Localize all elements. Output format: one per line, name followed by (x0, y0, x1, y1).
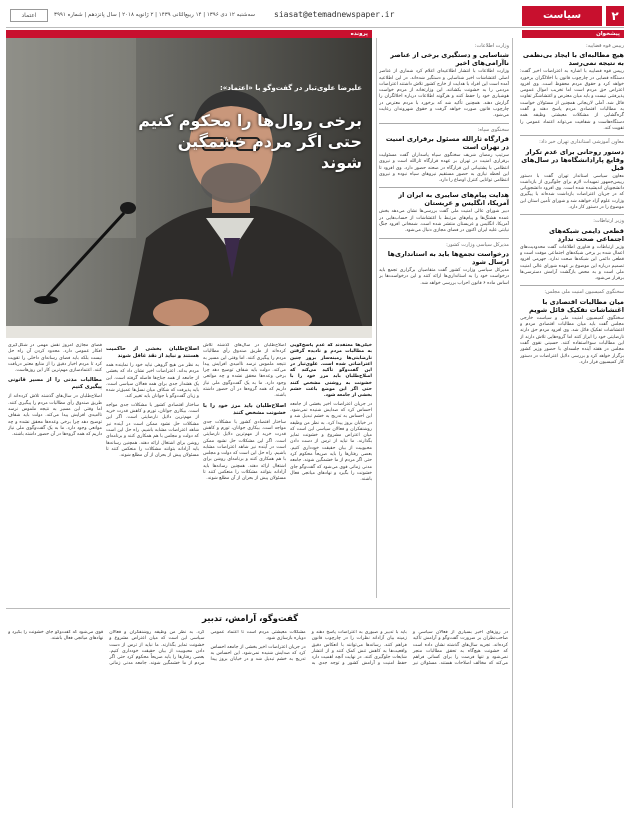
article-title: دستور رو‌حانی برای عدم تکرار وقایع پارادانشگاه‌ها در سال‌های قبل (521, 147, 624, 172)
feature-kicker: علیرضا علوی‌تبار در گفت‌وگو با «اعتماد»: (219, 84, 362, 92)
article-kicker: مدیرکل سیاسی وزارت کشور: (446, 241, 509, 248)
newspaper-logo: اعتماد (10, 9, 48, 22)
divider (379, 238, 509, 239)
right-column (520, 40, 624, 810)
article-kicker: وزارت اطلاعات: (474, 43, 509, 49)
article-title: هدایت پیام‌های سایبری به ایران از آمریکا، انگلیس و عربستان (398, 191, 509, 208)
article-body: سخنگوی کمیسیون امنیت ملی و سیاست خارجی مجلس گفت باید میان مطالبات اقتصادی مردم و اغتشاشات تفکیک قائل شد. وی افزود مردم حق دارند نارضایتی خود را ابراز کنند اما گروه‌هایی تلاش دارند از این مطالبات سوءاستفاده کنند. حسینی نقوی گفت مجلس در هفته آینده جلسه‌ای با حضور وزیر کشور برگزار خواهد کرد و بررسی دلایل اعتراضات در دستور کار کمیسیون قرار دارد. (520, 315, 624, 365)
interview-column-4 (8, 343, 102, 605)
interview-column-2 (203, 343, 286, 605)
site-email: siasat@etemadnewspaper.ir (274, 10, 395, 19)
pull-quote: مطالبات مدنی را از مسیر قانونی پیگیری کنیم (8, 377, 102, 391)
article-body: معاون سیاسی استاندار تهران گفت با دستور رییس‌جمهور تمهیدات لازم برای جلوگیری از بازداشت دانشجویان اندیشیده شده است. وی افزود دانشجویانی که در جریان اعتراضات بازداشت شده‌اند با پیگیری وزارت علوم آزاد خواهند شد و شورای تأمین استان این موضوع را در دستور کار دارد. (520, 173, 624, 211)
pull-quote: اصلاح‌طلبان باید مرز خود را با خشونت مشخص کنند (203, 402, 286, 416)
article-kicker: سخنگوی سپاه: (477, 126, 509, 133)
article-body: وزارت اطلاعات با انتشار اطلاعیه‌ای اعلام کرد شماری از عناصر اصلی اغتشاشات اخیر شناسایی و دستگیر شده‌اند. در این اطلاعیه آمده است این افراد با هدایت از خارج کشور تلاش داشتند اعتراضات مردمی را به خشونت بکشانند. این وزارتخانه از مردم خواست هوشیاری خود را حفظ کنند و هرگونه اطلاعات درباره اخلالگران را گزارش دهند. همچنین تأکید شد که برخورد با مردم معترض در چارچوب قانون صورت خواهد گرفت و حقوق شهروندان رعایت می‌شود. (379, 69, 509, 119)
interview-column-3 (106, 343, 199, 605)
interview-lead: خیلی‌ها معتقدند که عدم پاسخ‌گویی به مطالبات مردم و نادیده گرفتن نارضایتی‌ها زمینه‌ساز بروز چنین اعتراضاتی شده است. علوی‌تبار در این گفت‌وگو تأکید می‌کند که اصلاح‌طلبان باید مرز خود را با خشونت به روشنی مشخص کنند حتی اگر این موضع باعث خشم بخشی از جامعه شود. (290, 343, 372, 399)
article-kicker: معاون آموزشی استانداری تهران خبر داد: (539, 139, 624, 146)
page-header (6, 6, 624, 28)
interview-paragraph: ساختار اقتصادی کشور با مشکلات جدی مواجه است. بیکاری جوانان، تورم و کاهش قدرت خرید از مهم‌ترین دلایل نارضایتی است. اگر این مشکلات حل نشود ممکن است در آینده نیز شاهد اعتراضات مشابه باشیم. راه حل این است که دولت و مجلس با هم همکاری کنند و برنامه‌ای روشن برای اشتغال ارائه دهند. همچنین رسانه‌ها باید آزادانه بتوانند مشکلات را منعکس کنند تا مسئولان پیش از بحران از آن مطلع شوند. (203, 419, 286, 482)
article-body: سرتیپ رمضان شریف سخنگوی سپاه پاسداران گفت مسئولیت برقراری امنیت در تهران بر عهده قرارگاه ثارالله است و نیروی انتظامی با پشتیبانی این قرارگاه در صحنه حضور دارد. وی افزود تا این لحظه نیازی به حضور مستقیم نیروهای سپاه نبوده و نیروی انتظامی توانایی کنترل اوضاع را دارد. (379, 152, 509, 184)
strip-left: پرونده (6, 30, 372, 38)
column-rule (376, 38, 377, 598)
column-rule (512, 38, 513, 808)
divider (520, 214, 624, 215)
bottom-article-body (8, 630, 508, 810)
article-body: در روزهای اخیر بسیاری از فعالان سیاسی و صاحب‌نظران بر ضرورت گفت‌وگو و آرامش تأکید کرده‌اند. تجربه سال‌های گذشته نشان داده است که خشونت هیچ‌گاه به تحقق مطالبات منجر نمی‌شود و تنها فرصت را برای کسانی فراهم می‌کند که مخالف اصلاحات هستند. مسئولان نیز باید با تدبیر و صبوری به اعتراضات پاسخ دهند و زمینه بیان آزادانه نظرات را در چارچوب قانون فراهم کنند. رسانه‌ها می‌توانند با انعکاس دقیق واقعیت‌ها به کاهش تنش کمک کنند و از انتشار شایعات جلوگیری کنند. در نهایت آنچه اهمیت دارد حفظ امنیت و آرامش کشور و توجه جدی به مشکلات معیشتی مردم است تا اعتماد عمومی دوباره بازسازی شود. (210, 630, 508, 667)
middle-column (379, 40, 509, 600)
feature-photo (6, 38, 372, 338)
interview-paragraph: به نظر من هیچ گروهی نباید خود را نماینده همه مردم بداند. اعتراضات اخیر نشان داد که بخشی از جامعه از همه جناح‌ها فاصله گرفته است. این یک هشدار جدی برای همه فعالان سیاسی است. باید پذیرفت که شکاف میان نسل‌ها عمیق‌تر شده و زبان گفت‌وگو با جوانان باید تغییر کند. (106, 363, 199, 400)
interview-paragraph: در جریان اعتراضات اخیر بخشی از جامعه احساس کرد که صدایش شنیده نمی‌شود. این احساس به تدریج به خشم تبدیل شد و در خیابان بروز پیدا کرد. به نظر من وظیفه روشنفکران و فعالان سیاسی این است که میان اعتراض مشروع و خشونت تمایز بگذارند. ما نباید از ترس از دست دادن محبوبیت از بیان حقیقت خودداری کنیم. بعضی رفتارها را باید صریحاً محکوم کرد حتی اگر مردم از ما خشمگین شوند. جامعه مدنی زمانی قوی می‌شود که گفت‌وگو جای خشونت را بگیرد و نهادهای میانجی فعال باشند. (290, 401, 372, 483)
divider (379, 123, 509, 124)
article-title: میان مطالبات اقتصادی با اغتشاشات تفکیک قائل شویم (528, 297, 624, 314)
article-kicker: سخنگوی کمیسیون امنیت ملی مجلس: (544, 289, 624, 296)
article-body: در جریان اعتراضات اخیر بخشی از جامعه احساس کرد که صدایش شنیده نمی‌شود. این احساس به تدریج به خشم تبدیل شد و در خیابان بروز پیدا کرد. به نظر من وظیفه روشنفکران و فعالان سیاسی این است که میان اعتراض مشروع و خشونت تمایز بگذارند. ما نباید از ترس از دست دادن محبوبیت از بیان حقیقت خودداری کنیم. بعضی رفتارها را باید صریحاً محکوم کرد حتی اگر مردم از ما خشمگین شوند. جامعه مدنی زمانی قوی می‌شود که گفت‌وگو جای خشونت را بگیرد و نهادهای میانجی فعال باشند. (8, 630, 306, 667)
interview-paragraph: اصلاح‌طلبان در سال‌های گذشته تلاش کرده‌اند از طریق صندوق رأی مطالبات مردم را پیگیری کنند. اما وقتی این مسیر به نتیجه ملموس نرسد ناامیدی افزایش پیدا می‌کند. دولت باید شفاف توضیح دهد چرا برخی وعده‌ها محقق نشده و چه موانعی وجود دارد. ما به یک گفت‌وگوی ملی نیاز داریم که همه گروه‌ها در آن حضور داشته باشند. (8, 394, 102, 438)
article-kicker: رییس قوه قضاییه: (586, 43, 624, 49)
divider (520, 135, 624, 136)
article-body: مدیرکل سیاسی وزارت کشور گفت متقاضیان برگزاری تجمع باید درخواست خود را به استانداری‌ها ارائه کنند و این درخواست‌ها بر اساس ماده ۶ قانون احزاب بررسی خواهد شد. (379, 267, 509, 286)
section-label: سیاست (522, 6, 602, 26)
interview-paragraph: فضای مجازی امروز نقش مهمی در شکل‌گیری افکار عمومی دارد. محدود کردن آن راه حل نیست بلکه باید فضای رسانه‌ای داخلی را تقویت کرد تا مردم اخبار دقیق را از منابع معتبر دریافت کنند. اعتمادسازی مهم‌ترین کار این روزهاست. (8, 343, 102, 374)
article-body: دبیر شورای عالی امنیت ملی گفت بررسی‌ها نشان می‌دهد بخش عمده هشتگ‌ها و پیام‌های مرتبط با اغتشاشات از حساب‌هایی در آمریکا، انگلیس و عربستان منتشر شده است. شمخانی افزود جنگ نیابتی علیه ایران اکنون در فضای مجازی دنبال می‌شود. (379, 209, 509, 234)
page-number: ۲ (606, 6, 624, 26)
pull-quote: اصلاح‌طلبان بخشی از حاکمیت هستند و نباید از نقد غافل شوند (106, 346, 199, 359)
article-title: قرارگاه ثارالله مسئول برقراری امنیت در تهران است (385, 134, 509, 151)
article-kicker: وزیر ارتباطات: (593, 218, 624, 225)
interview-column-1 (290, 343, 372, 605)
divider (520, 285, 624, 286)
horizontal-rule (6, 608, 510, 609)
divider (379, 187, 509, 188)
article-title: درخواست تجمع‌ها باید به استانداری‌ها ارسال شود (387, 249, 509, 266)
bottom-article-title: گفت‌وگو، آرامش، تدبیر (201, 614, 299, 624)
portrait-illustration (6, 38, 372, 338)
article-title: هیچ مطالبه‌ای با ایجاد بی‌نظمی به نتیجه نمی‌رسد (522, 51, 624, 68)
article-title: قطعی دایمی شبکه‌های اجتماعی صحت ندارد (548, 226, 624, 243)
feature-headline: برخی رو‌ال‌ها را محکوم کنیم حتی اگر مردم خشمگین شوند (138, 111, 362, 172)
strip-right: پیشخوان (522, 30, 624, 38)
interview-paragraph: ساختار اقتصادی کشور با مشکلات جدی مواجه است. بیکاری جوانان، تورم و کاهش قدرت خرید از مهم‌ترین دلایل نارضایتی است. اگر این مشکلات حل نشود ممکن است در آینده نیز شاهد اعتراضات مشابه باشیم. راه حل این است که دولت و مجلس با هم همکاری کنند و برنامه‌ای روشن برای اشتغال ارائه دهند. همچنین رسانه‌ها باید آزادانه بتوانند مشکلات را منعکس کنند تا مسئولان پیش از بحران از آن مطلع شوند. (106, 402, 199, 459)
date-line: سه‌شنبه ۱۲ دی ۱۳۹۶ | ۱۴ ربیع‌الثانی ۱۴۳۹ | ۲ ژانویه ۲۰۱۸ | سال پانزدهم | شماره ۳۹۹۱ (54, 12, 256, 18)
article-body: رییس قوه قضاییه با اشاره به اعتراضات اخیر گفت: دستگاه قضایی در چارچوب قانون با اخلالگران برخورد خواهد کرد و حقوق مردم محفوظ است. وی افزود اعتراض حق مردم است اما تخریب اموال عمومی پذیرفتنی نیست و باید میان معترض و اغتشاشگر تفاوت قائل شد. آملی لاریجانی همچنین از مسئولان خواست به مطالبات اقتصادی مردم پاسخ دهند و گفت گره‌گشایی از مشکلات معیشتی وظیفه همه دستگاه‌هاست و شفافیت می‌تواند اعتماد عمومی را تقویت کند. (520, 69, 624, 131)
article-title: شناسایی و دستگیری برخی از عناصر ناآرامی‌های اخیر (390, 51, 509, 68)
interview-paragraph: اصلاح‌طلبان در سال‌های گذشته تلاش کرده‌اند از طریق صندوق رأی مطالبات مردم را پیگیری کنند. اما وقتی این مسیر به نتیجه ملموس نرسد ناامیدی افزایش پیدا می‌کند. دولت باید شفاف توضیح دهد چرا برخی وعده‌ها محقق نشده و چه موانعی وجود دارد. ما به یک گفت‌وگوی ملی نیاز داریم که همه گروه‌ها در آن حضور داشته باشند. (203, 343, 286, 399)
article-body: وزیر ارتباطات و فناوری اطلاعات گفت محدودیت‌های اعمال شده بر برخی شبکه‌های اجتماعی موقت است و قطعی دائمی این شبکه‌ها صحت ندارد. جهرمی افزود تصمیم درباره این موضوع بر عهده شورای عالی امنیت ملی است و به محض بازگشت آرامش دسترسی‌ها برقرار می‌شود. (520, 244, 624, 282)
